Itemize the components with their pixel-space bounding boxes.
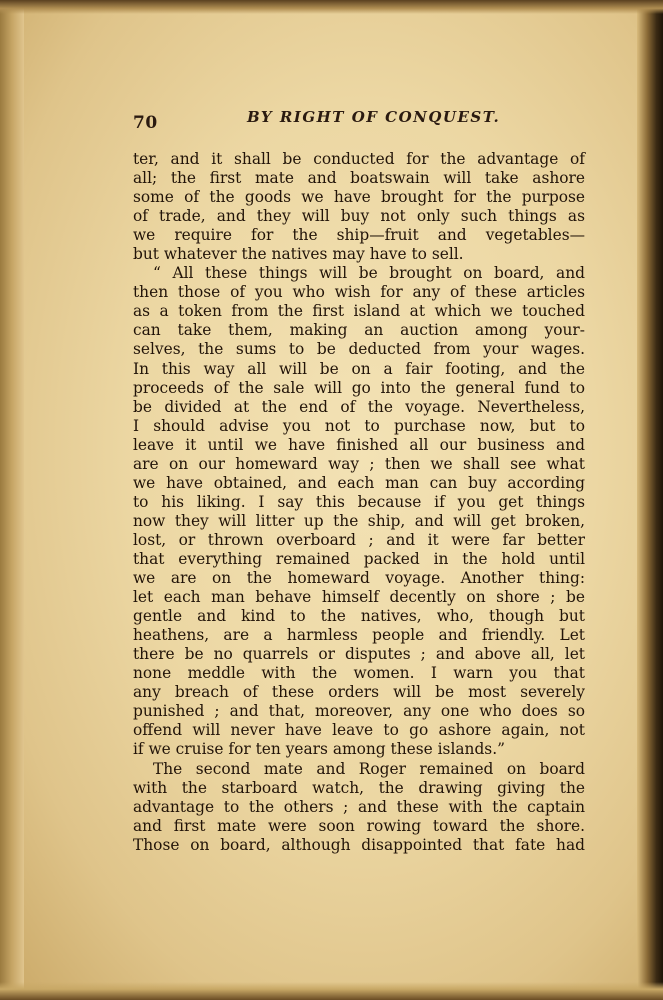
text-line: Those on board, although disappointed that fate had [133,835,585,854]
text-line: there be no quarrels or disputes ; and above all, let [133,645,585,664]
text-line: then those of you who wish for any of these articles [133,283,585,302]
text-line: The second mate and Roger remained on board [153,759,585,778]
text-line: leave it until we have finished all our business and [133,435,585,454]
text-line: heathens, are a harmless people and friendly. Let [133,626,585,645]
text-line: advantage to the others ; and these with the captain [133,797,585,816]
text-line: are on our homeward way ; then we shall see what [133,454,585,473]
text-line: selves, the sums to be deducted from your wages. [133,340,585,359]
text-line: lost, or thrown overboard ; and it were far better [133,530,585,549]
text-line: punished ; and that, moreover, any one who does so [133,702,585,721]
text-line: In this way all will be on a fair footing, and the [133,359,585,378]
text-line: to his liking. I say this because if you get things [133,492,585,511]
text-line: that everything remained packed in the hold until [133,549,585,568]
text-line: with the starboard watch, the drawing giving the [133,778,585,797]
text-line: proceeds of the sale will go into the general fund to [133,378,585,397]
text-line: any breach of these orders will be most severely [133,683,585,702]
text-line: but whatever the natives may have to sell. [133,245,464,264]
page-gutter-edge [0,0,24,1000]
text-line: ter, and it shall be conducted for the advantage of [133,150,585,168]
text-line: as a token from the first island at which we touched [133,302,585,321]
body-text [133,150,585,855]
book-cover-edge [637,0,663,1000]
text-line: of trade, and they will buy not only such things as [133,207,585,226]
text-line: let each man behave himself decently on shore ; be [133,588,585,607]
page-header [133,108,583,132]
text-line: offend will never have leave to go ashore again, not [133,721,585,740]
text-line: if we cruise for ten years among these islands.” [133,740,505,759]
text-line: none meddle with the women. I warn you that [133,664,585,683]
text-line: all; the first mate and boatswain will take ashore [133,169,585,188]
page-bottom-shadow [0,982,663,1000]
text-line: we have obtained, and each man can buy according [133,473,585,492]
text-line: we are on the homeward voyage. Another thing: [133,569,585,588]
text-line: now they will litter up the ship, and will get broken, [133,511,585,530]
running-title: BY RIGHT OF CONQUEST. [247,108,501,126]
text-line: can take them, making an auction among your- [133,321,585,340]
text-line: gentle and kind to the natives, who, though but [133,607,585,626]
page-number: 70 [133,113,158,133]
text-line: “ All these things will be brought on board, and [153,264,585,283]
page-top-shadow [0,0,663,14]
text-line: be divided at the end of the voyage. Nevertheless, [133,397,585,416]
text-line: and first mate were soon rowing toward the shore. [133,816,585,835]
text-line: we require for the ship—fruit and vegetables— [133,226,585,245]
text-line: I should advise you not to purchase now, but to [133,416,585,435]
text-line: some of the goods we have brought for the purpose [133,188,585,207]
